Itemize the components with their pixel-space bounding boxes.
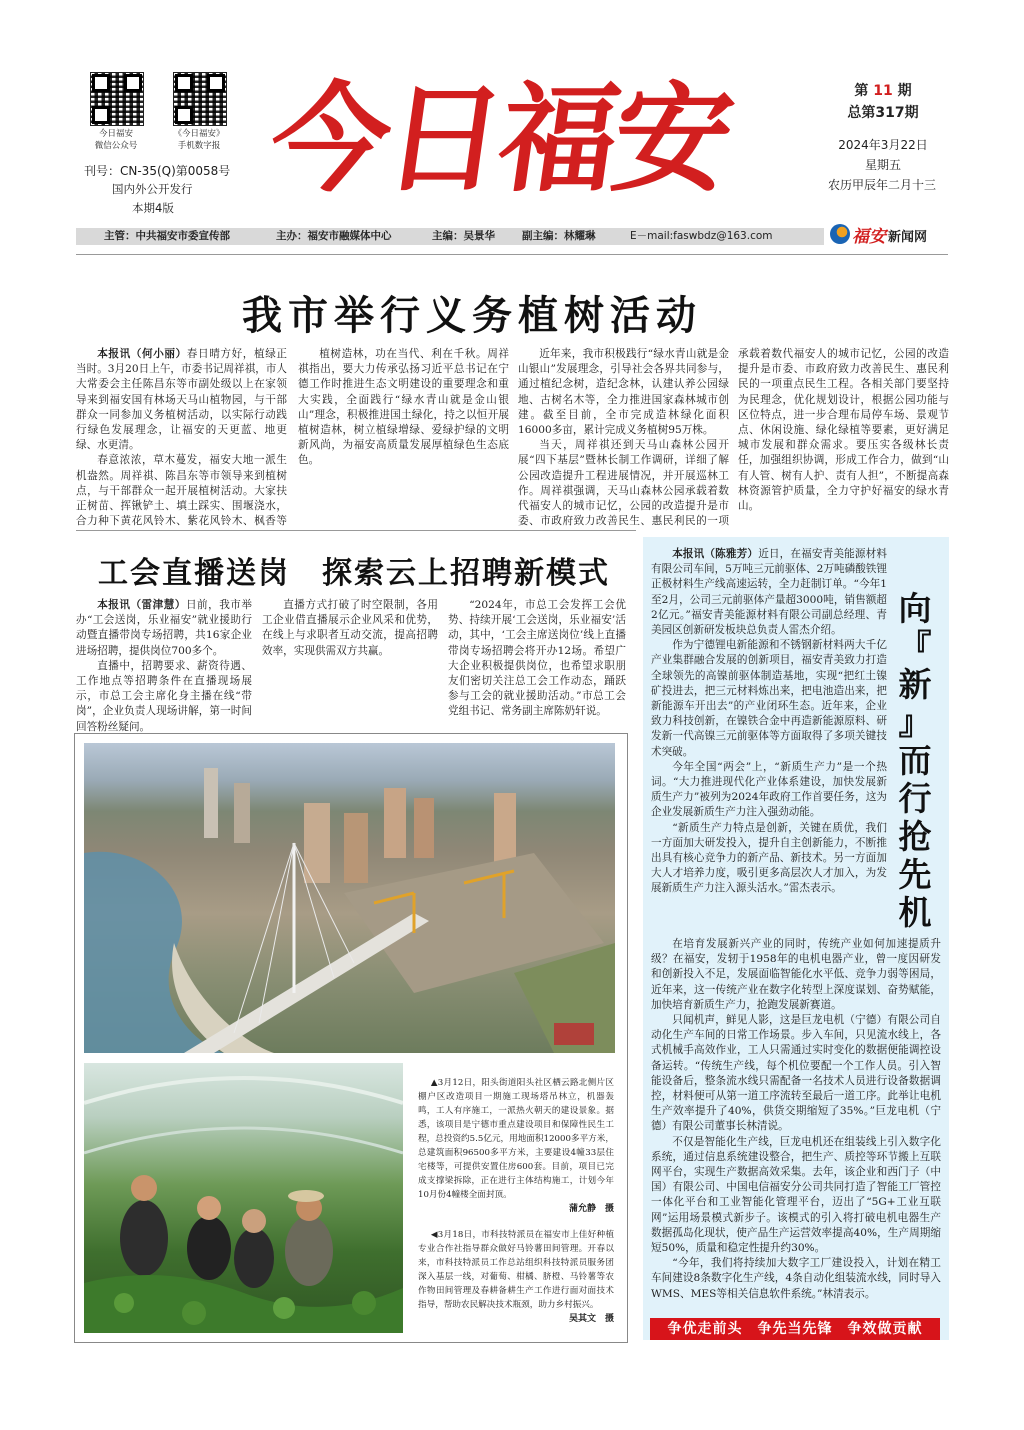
slogan-banner: 争优走前头 争先当先锋 争效做贡献 — [650, 1318, 940, 1340]
distribution-note: 国内外公开发行 — [112, 182, 193, 196]
weekday: 星期五 — [864, 158, 901, 172]
article2-col3: “2024年，市总工会发挥工会优势、持续开展‘工会送岗，乐业福安’活动，其中，‘工会主席送岗位’线上直播带岗专场招聘会将开办12场。希望广大企业积极提供岗位，也希望求职朋友们密切关注总工会工作动态，踊跃参与工会的就业援助活动。”市总工会党组书记、常务副主席陈奶轩说。 — [448, 599, 626, 718]
sponsor: 主管：中共福安市委宣传部 — [104, 230, 230, 242]
digital-paper-qr-code[interactable] — [173, 72, 227, 126]
info-bar — [76, 228, 824, 245]
masthead: 今日福安 — [262, 69, 738, 208]
article1-headline: 我市举行义务植树活动 — [242, 293, 702, 339]
host: 主办：福安市融媒体中心 — [276, 230, 392, 242]
email[interactable]: E－mail:faswbdz@163.com — [630, 230, 773, 242]
photo2-credit: 吴其文 摄 — [568, 1314, 614, 1324]
article2-headline: 工会直播送岗 探索云上招聘新模式 — [98, 556, 610, 591]
registration-number: 刊号：CN-35(Q)第0058号 — [84, 164, 231, 178]
section-rule — [76, 530, 636, 531]
wechat-qr-code[interactable] — [90, 72, 144, 126]
news-site-logo[interactable]: 福安 新闻网 — [830, 222, 950, 248]
total-issue: 总第317期 — [847, 105, 919, 121]
article1-col2: 植树造林，功在当代、利在千秋。周祥祺指出，要大力传承弘扬习近平总书记在宁德工作时推进生态文明建设的重要理念和重大实践，全面践行“绿水青山就是金山银山”理念，积极推进国土绿化，持之以恒开展植树造林，树立植绿增绿、爱绿护绿的文明新风尚，为福安高质量发展厚植绿色生态底色。 — [298, 348, 509, 467]
chief-editor: 主编：吴景华 — [432, 230, 495, 242]
deputy-editor: 副主编：林耀琳 — [522, 230, 596, 242]
header-rule — [76, 254, 948, 255]
photo2-caption: ◀3月18日，市科技特派员在福安市上佳好种植专业合作社指导群众做好马铃薯田间管理。开春以来，市科技特派员工作总站组织科技特派员服务团深入基层一线，对葡萄、柑橘、脐橙、马铃薯等农作物田间管理及春耕备耕生产工作进行面对面技术指导，帮助农民解决技术瓶颈，助力乡村振兴。 吴其文 摄 — [418, 1230, 614, 1324]
page-count: 本期4版 — [132, 201, 174, 215]
logo-icon — [830, 224, 850, 244]
publish-date: 2024年3月22日 — [838, 138, 928, 152]
article3-upper: 本报讯（陈雅芳）近日，在福安青美能源材料有限公司车间，5万吨三元前驱体、2万吨磷酸铁锂正极材料生产线高速运转，全力赶制订单。“今年1至2月，公司三元前驱体产量超3000吨，销售额超2亿元。”福安青美能源材料有限公司副总经理、青美园区创新研发板块总负责人雷杰介绍。 作为宁德锂电新能源和不锈钢新材料两大千亿产业集群融合发展的创新项目，福安青美致力打造全球领先的高镍前驱体制造基地，实现“把红土镍矿投进去，把三元材料炼出来，把电池造出来，把新能源车开出去”的产业闭环生态。近年来，企业致力科技创新，在镍铁合金中再造新能源原料、研发新一代高镍三元前驱体等方面取得了多项关键技术突破。 今年全国“两会”上，“新质生产力”是一个热词。“大力推进现代化产业体系建设，加快发展新质生产力”被列为2024年政府工作首要任务，这为企业发展新质生产力注入强劲动能。 “新质生产力特点是创新，关键在质优，我们一方面加大研发投入，提升自主创新能力，不断推出具有核心竞争力的新产品、新技术。另一方面加大人才培养力度，吸引更多高层次人才加入，为发展新质生产力注入源头活水。”雷杰表示。 — [651, 548, 887, 895]
article2-col1: 本报讯（雷津慧）日前，我市举办“工会送岗，乐业福安”就业援助行动暨直播带岗专场招聘，共16家企业进场招聘，提供岗位700多个。 直播中，招聘要求、薪资待遇、工作地点等招聘条件在直播现场展示，市总工会主席化身主播在线“带岗”，企业负责人现场讲解，第一时间回答粉丝疑问。 — [76, 599, 252, 733]
article3-lower: 在培育发展新兴产业的同时，传统产业如何加速提质升级？在福安，发轫于1958年的电机电器产业，曾一度因研发和创新投入不足，发展面临智能化水平低、竞争力弱等困局，近年来，这一传统产业在数字化转型上深度谋划、奋势赋能，加快培育新质生产力，抢跑发展新赛道。 只闻机声，鲜见人影，这是巨龙电机（宁德）有限公司自动化生产车间的日常工作场景。步入车间，只见流水线上，各式机械手高效作业，工人只需通过实时变化的数据便能调控设备运转。“传统生产线，每个机位要配一个工作人员。引入智能设备后，整条流水线只需配备一名技术人员进行设备数据调控，材料便可从第一道工序流转至最后一道工序。此举让电机生产效率提升了40%，供货交期缩短了35%。”巨龙电机（宁德）有限公司董事长林清说。 不仅是智能化生产线，巨龙电机还在组装线上引入数字化系统，通过信息系统建设整合，把生产、质控等环节搬上互联网平台，实现生产数据高效采集。去年，该企业和西门子（中国）有限公司、中国电信福安分公司共同打造了智能工厂管控一体化平台和工业智能化管理平台，迈出了“5G+工业互联网”运用场景模式新步子。该模式的引入将打破电机电器生产数据孤岛化现状，使产品生产运营效率提高40%，生产周期缩短50%，质量和稳定性提升约30%。 “今年，我们将持续加大数字工厂建设投入，计划在精工车间建设8条数字化生产线，4条自动化组装流水线，同时导入WMS、MES等相关信息软件系统。”林清表示。 — [651, 938, 941, 1300]
digital-paper-qr-caption: 《今日福安》 手机数字报 — [173, 129, 225, 151]
article2-col2: 直播方式打破了时空限制，各用工企业借直播展示企业风采和优势，在线上与求职者互动交流，提高招聘效率，实现供需双方共赢。 — [262, 599, 438, 657]
article1-col4: 承载着数代福安人的城市记忆，公园的改造提升是市委、市政府致力改善民生、惠民利民的一项重点民生工程。各相关部门要坚持为民理念，优化规划设计，根据公园功能与区位特点，进一步合理布局停车场、景观节点、休闲设施、绿化绿植等要素，更好满足城市发展和群众需求。要压实各级林长责任，加强组织协调，形成工作合力，做到“山有人管、树有人护、责有人担”，不断提高森林资源管护质量，全力守护好福安的绿水青山。 — [738, 348, 949, 513]
aerial-photo-art — [84, 743, 615, 1053]
farm-guidance-photo — [84, 1063, 403, 1333]
photo1-caption: ▲3月12日，阳头街道阳头社区栖云路北侧片区棚户区改造项目一期施工现场塔吊林立，机器轰鸣，工人有序施工，一派热火朝天的建设景象。据悉，该项目是宁德市重点建设项目和保障性民生工程，总投资约5.5亿元，用地面积12000多平方米，总建筑面积96500多平方米，主要建设4幢33层住宅楼等，可提供安置住房600套。目前，项目已完成支撑梁拆除，正在进行主体结构施工，计划今年10月份4幢楼全面封顶。 蒲允静 摄 — [418, 1078, 614, 1214]
article1-col1: 本报讯（何小丽）春日晴方好，植绿正当时。3月20日上午，市委书记周祥祺，市人大常委会主任陈昌东等市副处级以上在家领导来到福安国有林场天马山植物园，与干部群众一同参加义务植树活动，以实际行动践行绿色发展理念，让福安的天更蓝、地更绿、水更清。 春意浓浓，草木蔓发，福安大地一派生机盎然。周祥祺、陈昌东等市领导来到植树点，与干部群众一起开展植树活动。大家扶正树苗、挥锹铲土、填土踩实、围堰浇水，合力种下黄花风铃木、紫花风铃木、枫香等 — [76, 348, 287, 527]
wechat-qr-caption: 今日福安 微信公众号 — [94, 129, 138, 151]
construction-aerial-photo — [84, 743, 615, 1053]
lunar-date: 农历甲辰年二月十三 — [827, 178, 936, 192]
issue-number: 第 11 期 — [854, 83, 912, 99]
photo1-credit: 蒲允静 摄 — [568, 1204, 614, 1214]
article1-col3: 近年来，我市积极践行“绿水青山就是金山银山”发展理念，引导社会各界共同参与，通过植纪念树，造纪念林，认建认养公园绿地、古树名木等，全力推进国家森林城市创建。截至目前，全市完成造林绿化面积16000多亩，累计完成义务植树95万株。 当天，周祥祺还到天马山森林公园开展“四下基层”暨林长制工作调研，详细了解公园改造提升工程进展情况，并开展巡林工作。周祥祺强调，天马山森林公园承载着数代福安人的城市记忆，公园的改造提升是市委、市政府致力改善民生、惠民利民的一项 — [518, 348, 729, 527]
article3-headline: 向 『 新 』 而 行 抢 先 机 — [898, 589, 932, 932]
farm-photo-art — [84, 1063, 403, 1333]
